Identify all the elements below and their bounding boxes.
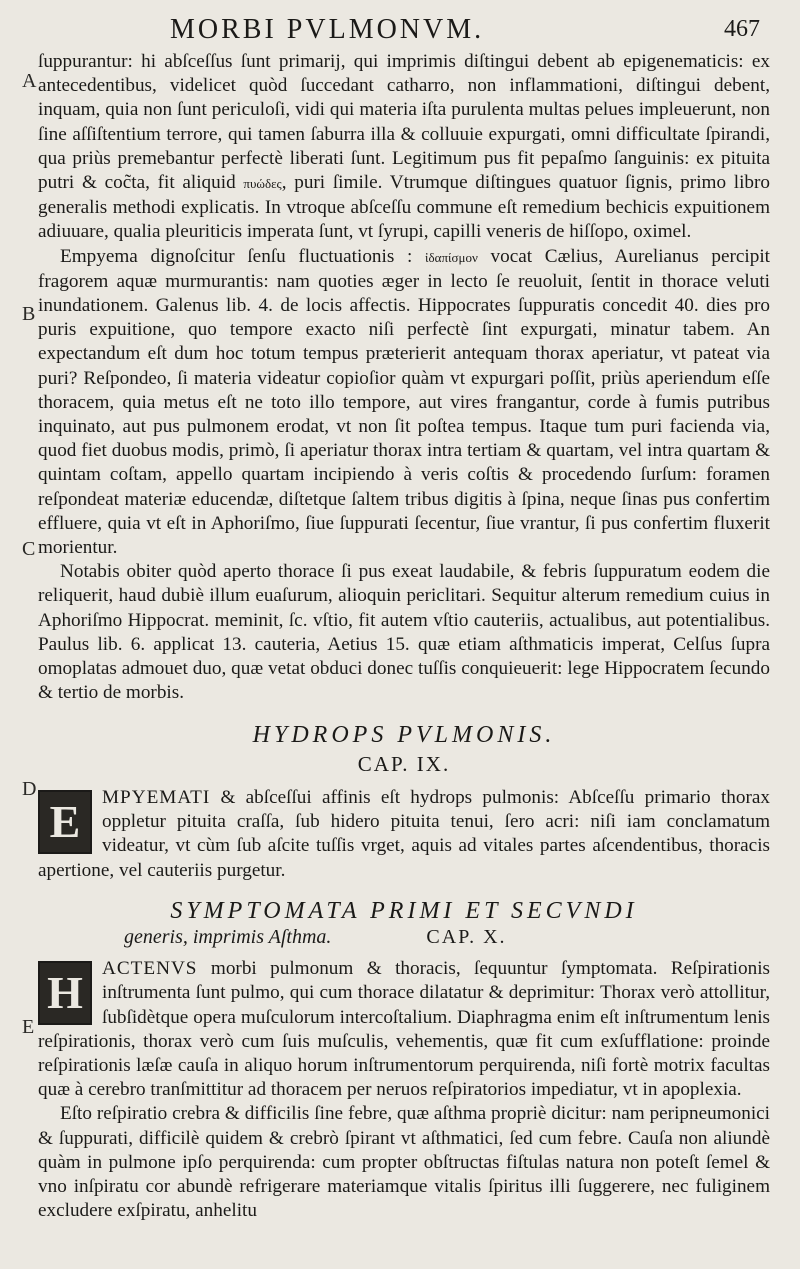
margin-letter-e: E xyxy=(22,1016,35,1038)
decorated-initial: H xyxy=(38,961,92,1025)
page-number: 467 xyxy=(724,16,760,42)
running-head: MORBI PVLMONVM. xyxy=(170,14,485,45)
subtitle-text: generis, imprimis Aſthma. xyxy=(124,925,332,948)
greek-word: πυώδες xyxy=(243,176,282,192)
lead-word: ACTENVS xyxy=(102,958,198,980)
paragraph-hydrops xyxy=(38,786,770,883)
section-title-symptomata: SYMPTOMATA PRIMI ET SECVNDI xyxy=(170,897,638,924)
decorated-initial: E xyxy=(38,790,92,854)
body-text xyxy=(38,50,770,1223)
chapter-heading-ix: CAP. IX. xyxy=(357,751,451,776)
paragraph-text: ſuppurantur: hi abſceſſus ſunt primarij, qui imprimis diſtingui debent ab epigenematicis: ex antecedentibus, videlicet quòd ſuccedant catharro, non inflammationi, diſtingui debent, inquam, quia non ſunt periculoſi, vidi qui materia iſta purulenta multas pelues impleuerunt, non ſine aſſiſtentium terrore, qui tamen ſaburra illa & colluuie expurgati, omni difficultate ſpirandi, qua priùs premebantur perfectè liberati ſunt. Legitimum pus fit pepaſmo ſanguinis: ex pituita putri & coc̃ta, fit aliquid xyxy=(38,51,770,194)
greek-word: ἰδαπίσμον xyxy=(425,249,478,265)
section-subtitle xyxy=(124,925,770,949)
margin-letter-d: D xyxy=(22,778,37,800)
paragraph-notabis: Notabis obiter quòd aperto thorace ſi pus exeat laudabile, & febris ſuppuratum eodem die reliquerit, haud dubiè illum euaſurum, alioquin periclitari. Sequitur alterum remedium cuius in Aphoriſmo Hippocrat. meminit, ſc. vſtio, fit autem vſtio cauteriis, actualibus, aut potentialibus. Paulus lib. 6. applicat 13. cauteria, Aetius 15. quæ etiam aſthmaticis imperat, Celſus ſupra omoplatas admouet duo, quæ vetat obduci donec tuſſis conquieuerit: lege Hippocratem ſecundo & tertio de morbis. xyxy=(38,561,770,704)
paragraph-text: vocat Cælius, Aurelianus percipit fragorem aquæ murmurantis: nam quoties æger in lecto ſe reuoluit, ſentit in thorace veluti inundationem. Galenus lib. 4. de locis affectis. Hippocrates ſuppuratis concedit 40. dies pro puris expuitione, quo tempore exacto niſi perfectè ſint expurgati, minatur tabem. An expectandum eſt dum hoc totum tempus præterierit antequam thorax aperiatur, vt pateat via puri? Reſpondeo, ſi materia videatur copioſior quàm vt expurgari poſſit, priùs aperiendum eſſe thoracem, quia metus eſt ne toto illo tempore, aut vires frangantur, corde à fumis putribus inquinato, aut pus pulmonem erodat, vt non ſit poſtea tempus. Itaque tum puri facienda via, quod fiet duobus modis, primò, ſi aperiatur thorax intra tertiam & quartam, vel intra quartam & quintam coſtam, appello quartam incipiendo à veris coſtis & procedendo ſurſum: foramen reſpondeat materiæ educendæ, diſtetque ſaltem tribus digitis à ſpina, neque ſinas pus confertim effluere, quia vt eſt in Aphoriſmo, ſiue ſuppurati ſecentur, ſiue vrantur, ſi pus confertim fluxerit morientur. xyxy=(38,245,770,559)
paragraph-text: morbi pulmonum & thoracis, ſequuntur ſymptomata. Reſpirationis inſtrumenta ſunt pulmo, qui cum thorace dilatatur & deprimitur: Thorax verò attollitur, ſubſidètque opera muſculorum intercoſtalium. Diaphragma enim eſt inſtrumentum lenis reſpirationis, thorax verò cum ſuis muſculis, vehementis, quæ fit cum exſufflatione: proinde reſpirationis læſæ cauſa in aliquo horum inſtrumentorum perquirenda, niſi fortè motrix facultas quæ à cerebro tranſmittitur ad thoracem per neruos reſpiratorios impediatur, vt in apoplexia. xyxy=(38,958,770,1101)
paragraph-text: & abſceſſui affinis eſt hydrops pulmonis: Abſceſſu primario thorax oppletur pituita craſſa, ſub hidero pituita tenui, ſero acri: niſi iam conclamatum videatur, vt cùm ſub aſcite tuſſis vrget, aquis ad vitales partes aſcendentibus, thoracis apertione, vel cauteriis purgetur. xyxy=(38,786,770,881)
paragraph-text: , puri ſimile. Vtrumque diſtingues quatuor ſignis, primo libro generalis methodi explicatis. In vtroque abſceſſu commune eſt remedium bechicis expuitionem adiuuare, qualia pleuriticis imperata ſunt, vt ſyrupi, capilli veneris de hiſſopo, oximel. xyxy=(38,172,771,243)
margin-letter-a: A xyxy=(22,70,37,92)
chapter-heading-x: CAP. X. xyxy=(426,925,507,948)
paragraph-text: Empyema dignoſcitur ſenſu fluctuationis : xyxy=(60,245,413,267)
section-title-hydrops: HYDROPS PVLMONIS. xyxy=(252,722,556,749)
lead-word: MPYEMATI xyxy=(102,786,211,808)
paragraph-empyema xyxy=(38,245,770,561)
margin-letter-c: C xyxy=(22,538,36,560)
page-header xyxy=(0,14,800,48)
margin-letter-b: B xyxy=(22,303,36,325)
paragraph-abscess xyxy=(38,50,770,245)
paragraph-respiratio xyxy=(38,957,770,1102)
paragraph-asthma: Eſto reſpiratio crebra & difficilis ſine febre, quæ aſthma propriè dicitur: nam peripneumonici & ſuppurati, difficilè quidem & crebrò ſpirant vt aſthmatici, ſed cum febre. Cauſa non aliundè quàm in pulmone ipſo perquirenda: cum propter obſtructas fiſtulas natura non poteſt ſemel & vno inſpiratu cor abundè refrigerare materiamque vitalis ſpiritus illi ſuggerere, nec fuliginem excludere exſpiratu, anhelitu xyxy=(38,1103,770,1222)
